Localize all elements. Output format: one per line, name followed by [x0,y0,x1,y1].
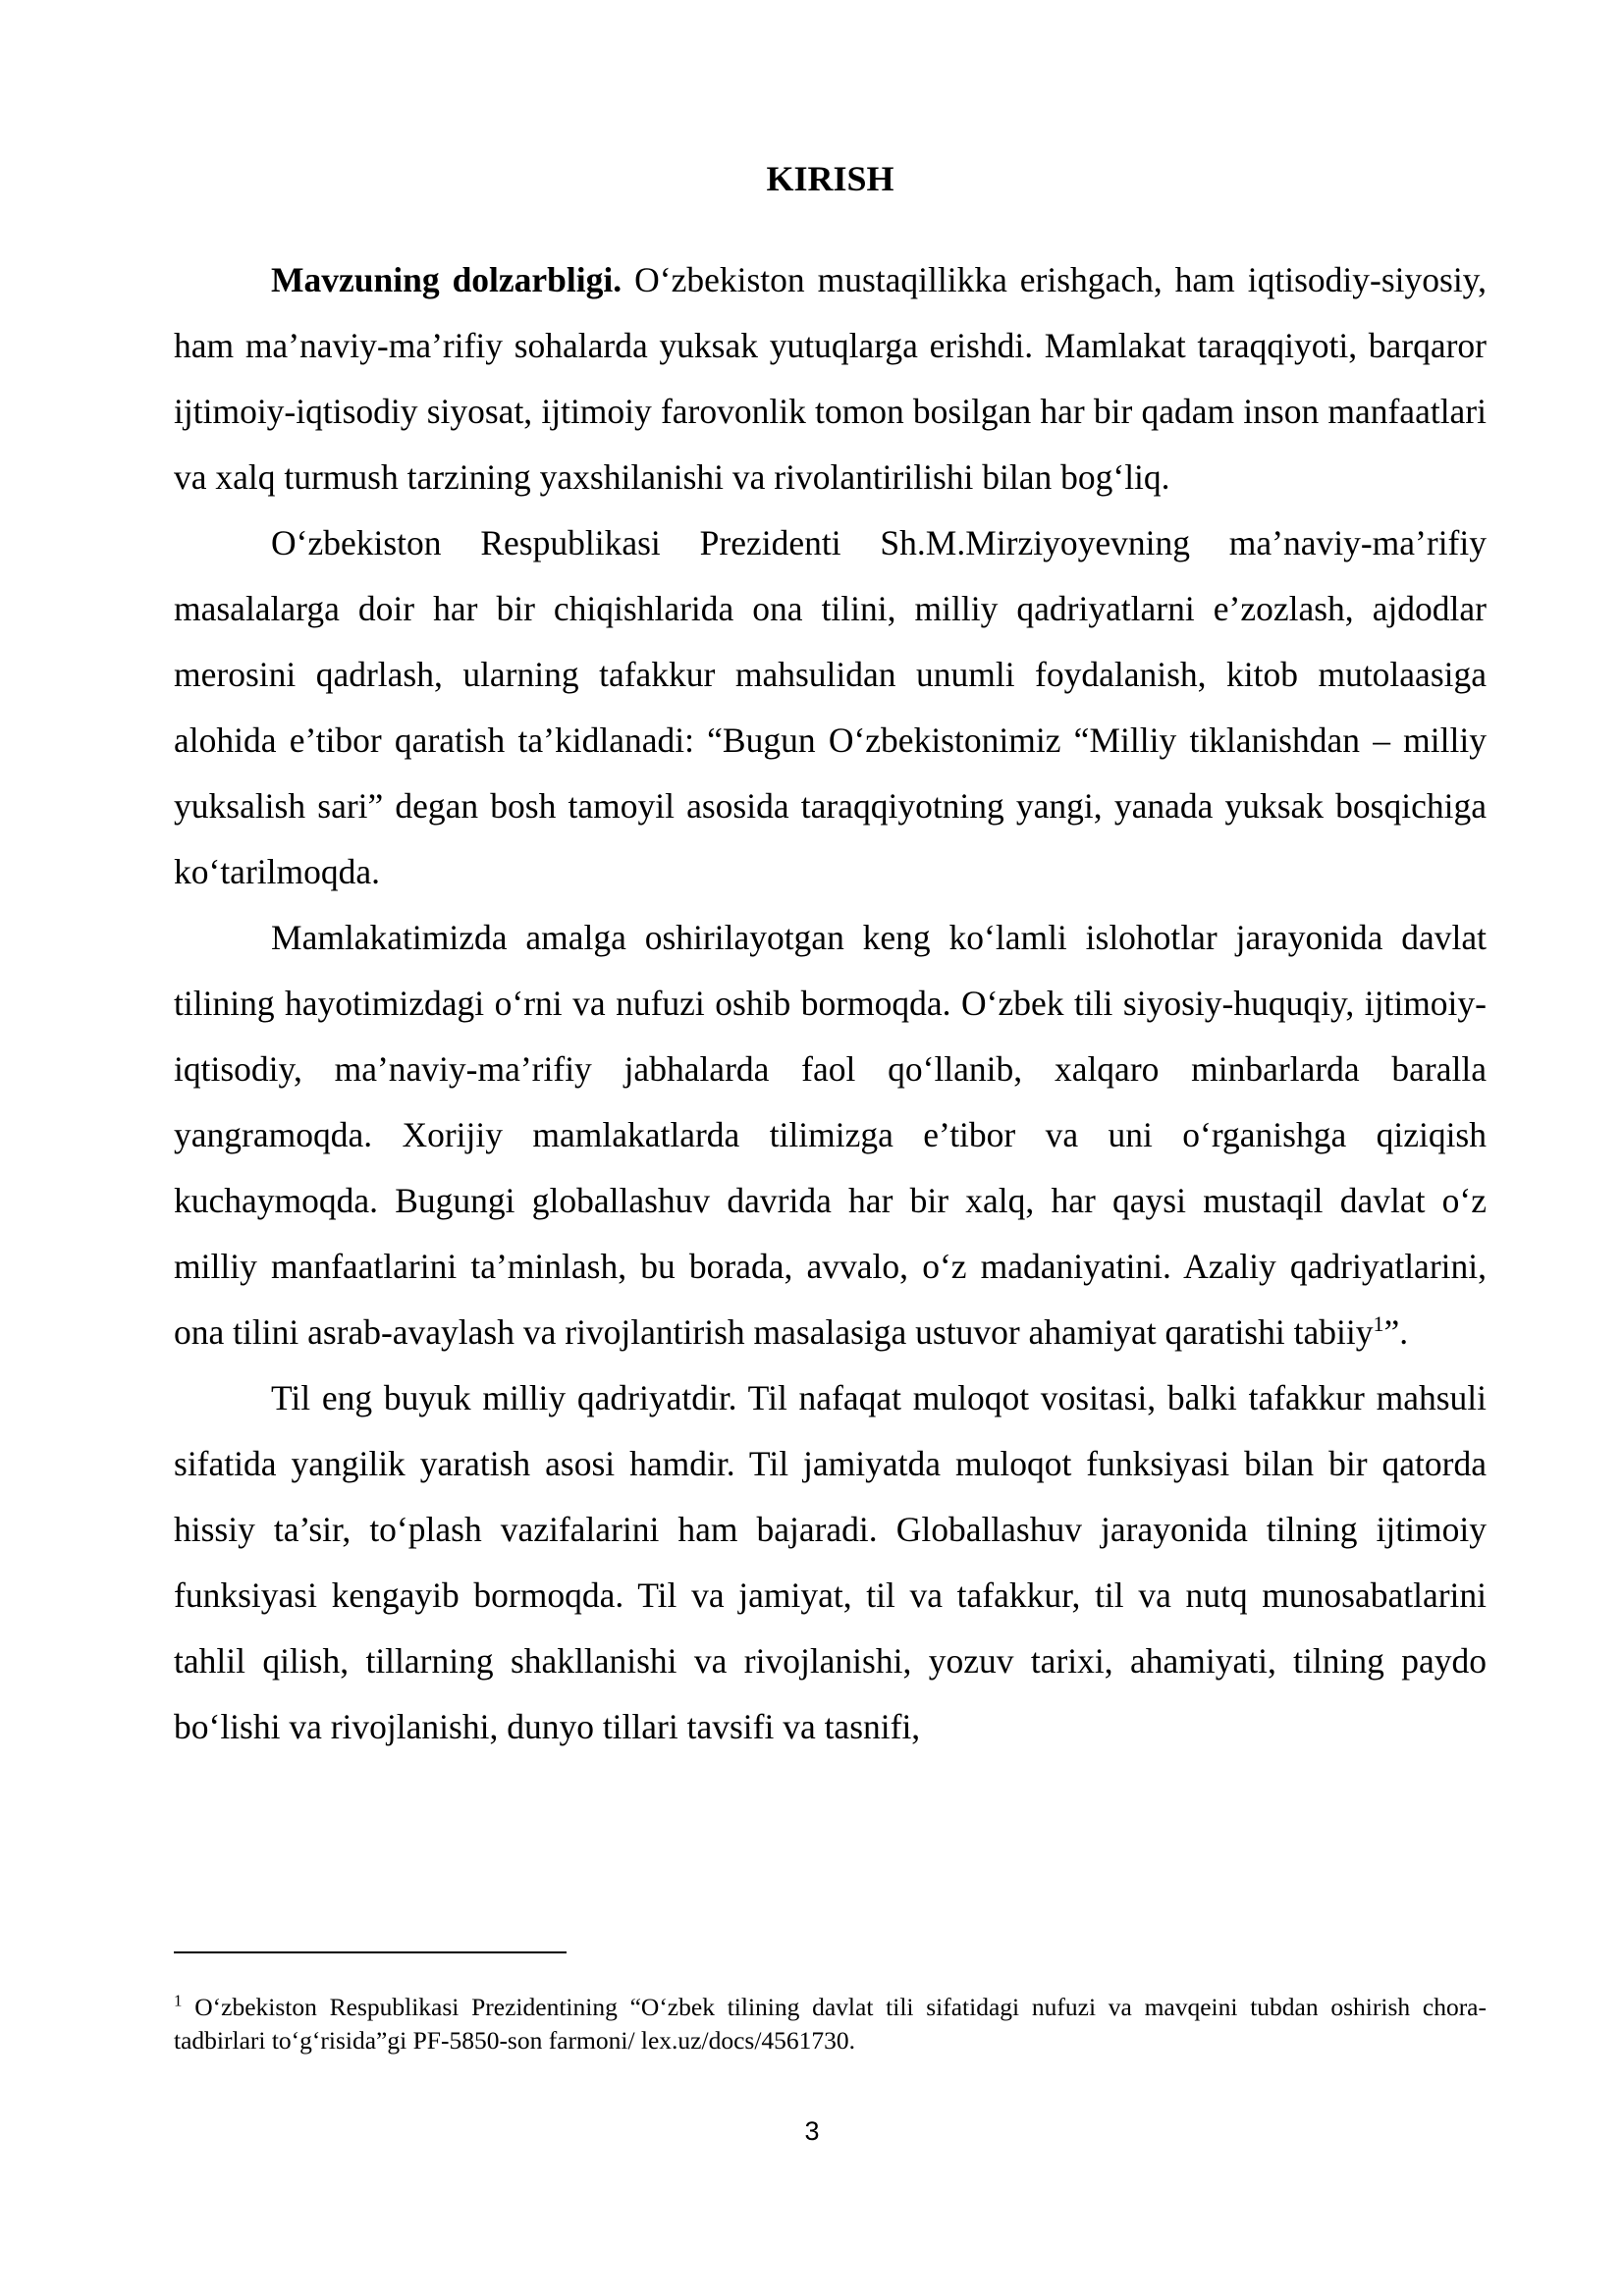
page-number: 3 [804,2116,820,2146]
paragraph-lead: Mavzuning dolzarbligi. [271,260,623,299]
paragraph-text: Til eng buyuk milliy qadriyatdir. Til nafaqat muloqot vositasi, balki tafakkur mahsuli sifatida yangilik yaratish asosi hamdir. Til jamiyatda muloqot funksiyasi bilan bir qatorda hissiy ta’sir, to‘plash vazifalarini ham bajaradi. Globallashuv jarayonida tilning ijtimoiy funksiyasi kengayib bormoqda. Til va jamiyat, til va tafakkur, til va nutq munosabatlarini tahlil qilish, tillarning shakllanishi va rivojlanishi, yozuv tarixi, ahamiyati, tilning paydo bo‘lishi va rivojlanishi, dunyo tillari tavsifi va tasnifi, [174,1378,1487,1746]
footnote-marker: 1 [174,1991,183,2010]
paragraph-reforms [174,905,1487,1365]
footnote-separator [174,1951,567,1953]
paragraph-tail: ”. [1383,1312,1409,1352]
paragraph-language [174,1365,1487,1760]
footnote [174,1991,1487,2057]
paragraph-text: Mamlakatimizda amalga oshirilayotgan keng ko‘lamli islohotlar jarayonida davlat tilining hayotimizdagi o‘rni va nufuzi oshib bormoqda. O‘zbek tili siyosiy-huquqiy, ijtimoiy-iqtisodiy, ma’naviy-ma’rifiy jabhalarda faol qo‘llanib, xalqaro minbarlarda baralla yangramoqda. Xorijiy mamlakatlarda tilimizga e’tibor va uni o‘rganishga qiziqish kuchaymoqda. Bugungi globallashuv davrida har bir xalq, har qaysi mustaqil davlat o‘z milliy manfaatlarini ta’minlash, bu borada, avvalo, o‘z madaniyatini. Azaliy qadriyatlarini, ona tilini asrab-avaylash va rivojlantirish masalasiga ustuvor ahamiyat qaratishi tabiiy [174,918,1487,1352]
paragraph-text: O‘zbekiston Respublikasi Prezidenti Sh.M.Mirziyoyevning ma’naviy-ma’rifiy masalalarga doir har bir chiqishlarida ona tilini, milliy qadriyatlarni e’zozlash, ajdodlar merosini qadrlash, ularning tafakkur mahsulidan unumli foydalanish, kitob mutolaasiga alohida e’tibor qaratish ta’kidlanadi: “Bugun O‘zbekistonimiz “Milliy tiklanishdan – milliy yuksalish sari” degan bosh tamoyil asosida taraqqiyotning yangi, yanada yuksak bosqichiga ko‘tarilmoqda. [174,523,1487,891]
footnote-text: O‘zbekiston Respublikasi Prezidentining “O‘zbek tilining davlat tili sifatidagi nufuzi va mavqeini tubdan oshirish chora-tadbirlari to‘g‘risida”gi PF-5850-son farmoni/ lex.uz/docs/4561730. [174,1993,1487,2055]
paragraph-president [174,510,1487,905]
page-title: KIRISH [766,159,894,198]
paragraph-text: O‘zbekiston mustaqillikka erishgach, ham iqtisodiy-siyosiy, ham ma’naviy-ma’rifiy sohalarda yuksak yutuqlarga erishdi. Mamlakat taraqqiyoti, barqaror ijtimoiy-iqtisodiy siyosat, ijtimoiy farovonlik tomon bosilgan har bir qadam inson manfaatlari va xalq turmush tarzining yaxshilanishi va rivolantirilishi bilan bog‘liq. [174,260,1487,497]
footnote-reference[interactable]: 1 [1373,1311,1384,1337]
body-text [174,247,1487,1760]
paragraph-relevance [174,247,1487,510]
